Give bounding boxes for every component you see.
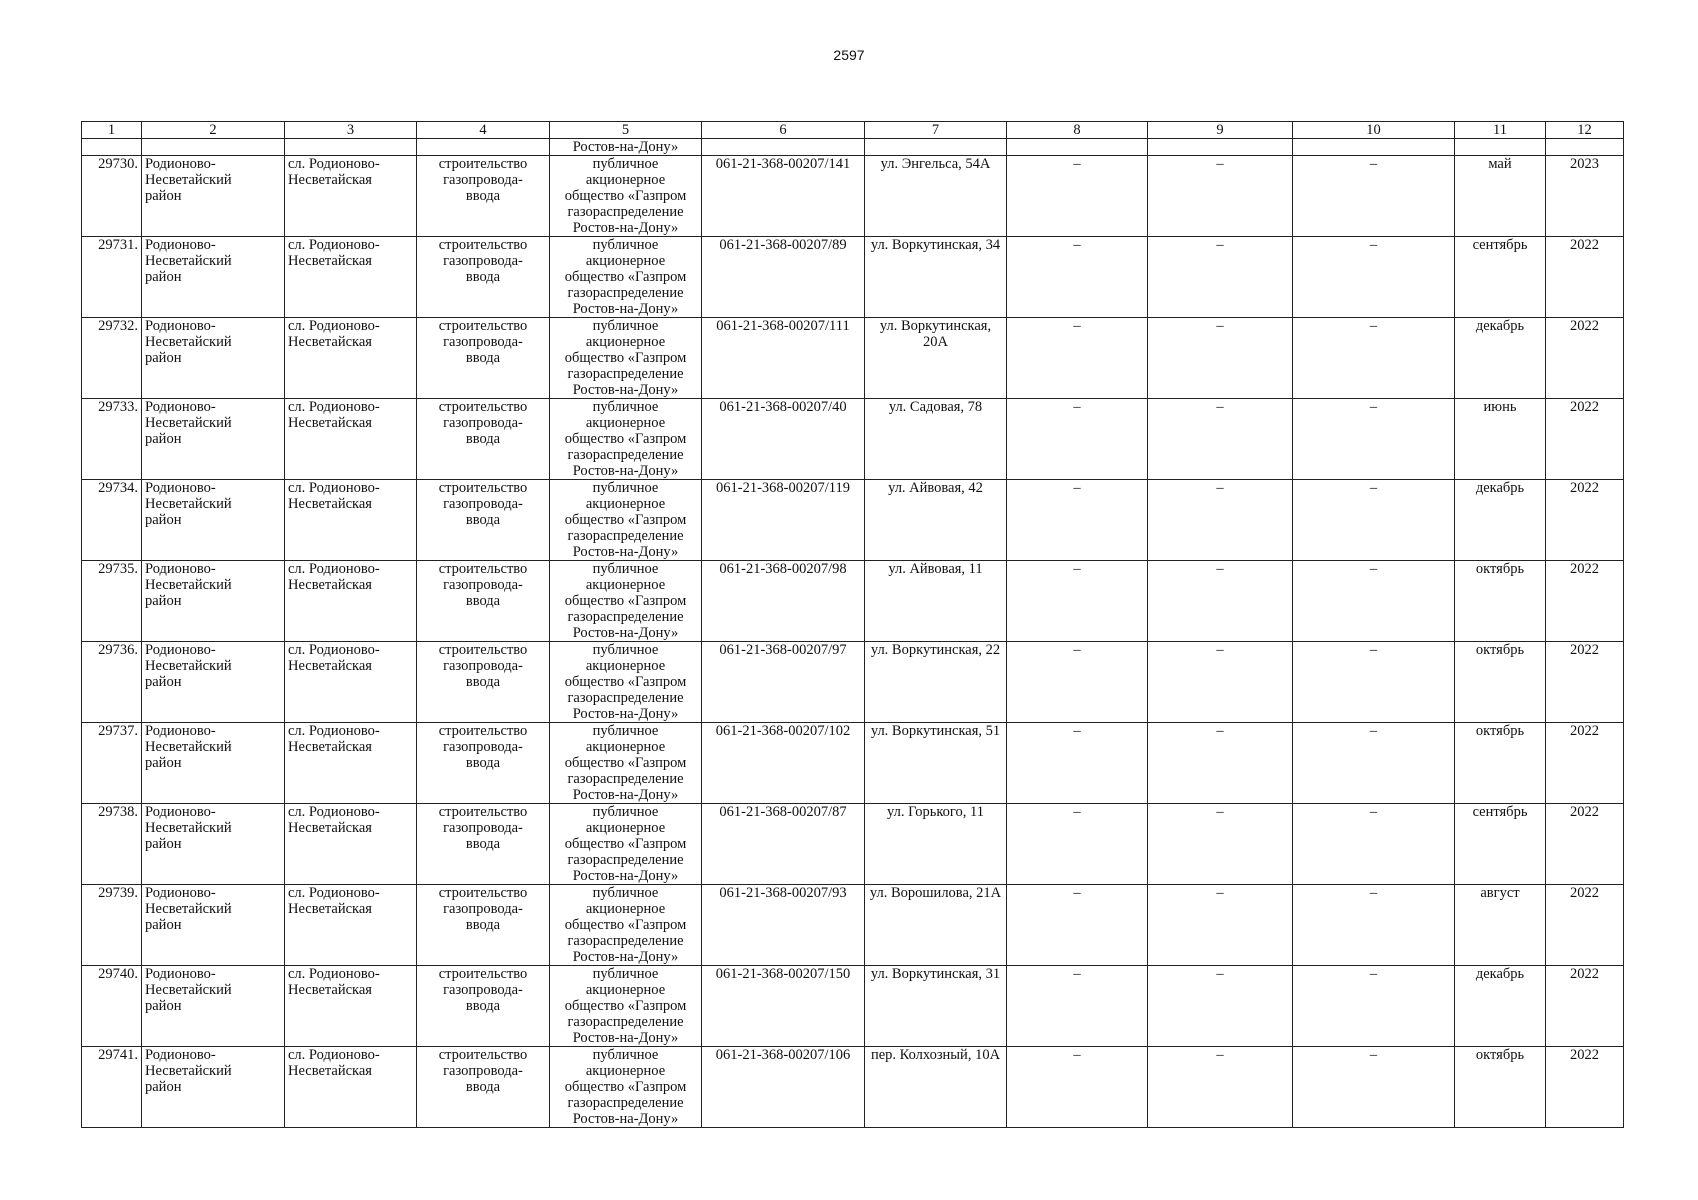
district-cell: Родионово- Несветайский район xyxy=(142,480,285,561)
table-row xyxy=(82,561,1624,642)
column-8-cell: – xyxy=(1007,642,1148,723)
column-8-cell: – xyxy=(1007,966,1148,1047)
work-type-cell: строительство газопровода- ввода xyxy=(417,561,550,642)
district-cell: Родионово- Несветайский район xyxy=(142,642,285,723)
year-cell: 2022 xyxy=(1546,480,1624,561)
column-9-cell: – xyxy=(1148,885,1293,966)
settlement-cell: сл. Родионово- Несветайская xyxy=(285,1047,417,1128)
column-10-cell: – xyxy=(1293,885,1455,966)
district-cell: Родионово- Несветайский район xyxy=(142,156,285,237)
address-cell: ул. Айвовая, 42 xyxy=(865,480,1007,561)
row-number: 29730. xyxy=(82,156,142,237)
month-cell: декабрь xyxy=(1455,966,1546,1047)
district-cell: Родионово- Несветайский район xyxy=(142,237,285,318)
settlement-cell: сл. Родионово- Несветайская xyxy=(285,723,417,804)
column-9-cell: – xyxy=(1148,966,1293,1047)
table-cell xyxy=(142,139,285,156)
row-number: 29738. xyxy=(82,804,142,885)
registry-code-cell: 061-21-368-00207/87 xyxy=(702,804,865,885)
table-cell xyxy=(1148,139,1293,156)
column-9-cell: – xyxy=(1148,399,1293,480)
organization-cell: публичное акционерное общество «Газпром газораспределение Ростов-на-Дону» xyxy=(550,723,702,804)
column-9-cell: – xyxy=(1148,318,1293,399)
month-cell: октябрь xyxy=(1455,561,1546,642)
row-number: 29732. xyxy=(82,318,142,399)
work-type-cell: строительство газопровода- ввода xyxy=(417,966,550,1047)
settlement-cell: сл. Родионово- Несветайская xyxy=(285,966,417,1047)
table-cell xyxy=(1293,139,1455,156)
registry-code-cell: 061-21-368-00207/98 xyxy=(702,561,865,642)
column-10-cell: – xyxy=(1293,237,1455,318)
column-9-cell: – xyxy=(1148,804,1293,885)
address-cell: ул. Айвовая, 11 xyxy=(865,561,1007,642)
table-row xyxy=(82,723,1624,804)
column-header: 8 xyxy=(1007,122,1148,139)
organization-cell: публичное акционерное общество «Газпром газораспределение Ростов-на-Дону» xyxy=(550,885,702,966)
continuation-row xyxy=(82,139,1624,156)
year-cell: 2022 xyxy=(1546,804,1624,885)
column-9-cell: – xyxy=(1148,1047,1293,1128)
column-8-cell: – xyxy=(1007,318,1148,399)
address-cell: ул. Ворошилова, 21А xyxy=(865,885,1007,966)
column-9-cell: – xyxy=(1148,723,1293,804)
registry-code-cell: 061-21-368-00207/106 xyxy=(702,1047,865,1128)
organization-cell: публичное акционерное общество «Газпром газораспределение Ростов-на-Дону» xyxy=(550,318,702,399)
table-cell xyxy=(1455,139,1546,156)
row-number: 29731. xyxy=(82,237,142,318)
organization-cell: публичное акционерное общество «Газпром газораспределение Ростов-на-Дону» xyxy=(550,237,702,318)
work-type-cell: строительство газопровода- ввода xyxy=(417,804,550,885)
organization-cell: публичное акционерное общество «Газпром газораспределение Ростов-на-Дону» xyxy=(550,561,702,642)
month-cell: октябрь xyxy=(1455,642,1546,723)
table-cell xyxy=(285,139,417,156)
settlement-cell: сл. Родионово- Несветайская xyxy=(285,885,417,966)
year-cell: 2022 xyxy=(1546,561,1624,642)
registry-code-cell: 061-21-368-00207/40 xyxy=(702,399,865,480)
table-row xyxy=(82,804,1624,885)
organization-cell: публичное акционерное общество «Газпром газораспределение Ростов-на-Дону» xyxy=(550,156,702,237)
column-header: 9 xyxy=(1148,122,1293,139)
page-number: 2597 xyxy=(833,47,865,63)
table-row xyxy=(82,885,1624,966)
work-type-cell: строительство газопровода- ввода xyxy=(417,399,550,480)
month-cell: октябрь xyxy=(1455,1047,1546,1128)
row-number: 29734. xyxy=(82,480,142,561)
month-cell: август xyxy=(1455,885,1546,966)
address-cell: пер. Колхозный, 10А xyxy=(865,1047,1007,1128)
column-8-cell: – xyxy=(1007,237,1148,318)
column-header: 5 xyxy=(550,122,702,139)
year-cell: 2022 xyxy=(1546,399,1624,480)
registry-code-cell: 061-21-368-00207/102 xyxy=(702,723,865,804)
table-cell xyxy=(865,139,1007,156)
address-cell: ул. Воркутинская, 20А xyxy=(865,318,1007,399)
document-table xyxy=(81,121,1624,1128)
month-cell: сентябрь xyxy=(1455,804,1546,885)
column-header: 4 xyxy=(417,122,550,139)
work-type-cell: строительство газопровода- ввода xyxy=(417,642,550,723)
year-cell: 2022 xyxy=(1546,885,1624,966)
organization-cell: публичное акционерное общество «Газпром газораспределение Ростов-на-Дону» xyxy=(550,966,702,1047)
year-cell: 2022 xyxy=(1546,318,1624,399)
registry-code-cell: 061-21-368-00207/89 xyxy=(702,237,865,318)
column-10-cell: – xyxy=(1293,561,1455,642)
registry-code-cell: 061-21-368-00207/111 xyxy=(702,318,865,399)
column-10-cell: – xyxy=(1293,318,1455,399)
column-10-cell: – xyxy=(1293,804,1455,885)
settlement-cell: сл. Родионово- Несветайская xyxy=(285,804,417,885)
district-cell: Родионово- Несветайский район xyxy=(142,399,285,480)
column-9-cell: – xyxy=(1148,156,1293,237)
work-type-cell: строительство газопровода- ввода xyxy=(417,480,550,561)
work-type-cell: строительство газопровода- ввода xyxy=(417,723,550,804)
registry-code-cell: 061-21-368-00207/97 xyxy=(702,642,865,723)
row-number: 29735. xyxy=(82,561,142,642)
district-cell: Родионово- Несветайский район xyxy=(142,561,285,642)
column-9-cell: – xyxy=(1148,480,1293,561)
row-number: 29736. xyxy=(82,642,142,723)
address-cell: ул. Воркутинская, 51 xyxy=(865,723,1007,804)
year-cell: 2022 xyxy=(1546,1047,1624,1128)
work-type-cell: строительство газопровода- ввода xyxy=(417,885,550,966)
column-9-cell: – xyxy=(1148,237,1293,318)
settlement-cell: сл. Родионово- Несветайская xyxy=(285,237,417,318)
column-8-cell: – xyxy=(1007,1047,1148,1128)
settlement-cell: сл. Родионово- Несветайская xyxy=(285,399,417,480)
column-8-cell: – xyxy=(1007,561,1148,642)
column-10-cell: – xyxy=(1293,156,1455,237)
column-header: 3 xyxy=(285,122,417,139)
organization-cell: публичное акционерное общество «Газпром газораспределение Ростов-на-Дону» xyxy=(550,399,702,480)
row-number: 29737. xyxy=(82,723,142,804)
district-cell: Родионово- Несветайский район xyxy=(142,723,285,804)
header-row xyxy=(82,122,1624,139)
district-cell: Родионово- Несветайский район xyxy=(142,1047,285,1128)
year-cell: 2023 xyxy=(1546,156,1624,237)
column-header: 12 xyxy=(1546,122,1624,139)
work-type-cell: строительство газопровода- ввода xyxy=(417,156,550,237)
year-cell: 2022 xyxy=(1546,642,1624,723)
column-10-cell: – xyxy=(1293,480,1455,561)
registry-code-cell: 061-21-368-00207/150 xyxy=(702,966,865,1047)
month-cell: сентябрь xyxy=(1455,237,1546,318)
table-row xyxy=(82,156,1624,237)
settlement-cell: сл. Родионово- Несветайская xyxy=(285,480,417,561)
table-cell xyxy=(1007,139,1148,156)
column-9-cell: – xyxy=(1148,561,1293,642)
table-cell xyxy=(82,139,142,156)
column-header: 6 xyxy=(702,122,865,139)
district-cell: Родионово- Несветайский район xyxy=(142,318,285,399)
registry-code-cell: 061-21-368-00207/119 xyxy=(702,480,865,561)
column-9-cell: – xyxy=(1148,642,1293,723)
address-cell: ул. Воркутинская, 31 xyxy=(865,966,1007,1047)
district-cell: Родионово- Несветайский район xyxy=(142,966,285,1047)
settlement-cell: сл. Родионово- Несветайская xyxy=(285,318,417,399)
table-row xyxy=(82,399,1624,480)
month-cell: июнь xyxy=(1455,399,1546,480)
table-cell: Ростов-на-Дону» xyxy=(550,139,702,156)
table-row xyxy=(82,966,1624,1047)
district-cell: Родионово- Несветайский район xyxy=(142,885,285,966)
district-cell: Родионово- Несветайский район xyxy=(142,804,285,885)
column-10-cell: – xyxy=(1293,399,1455,480)
settlement-cell: сл. Родионово- Несветайская xyxy=(285,561,417,642)
column-header: 11 xyxy=(1455,122,1546,139)
table-row xyxy=(82,480,1624,561)
column-10-cell: – xyxy=(1293,723,1455,804)
table-cell xyxy=(417,139,550,156)
table-row xyxy=(82,237,1624,318)
column-8-cell: – xyxy=(1007,885,1148,966)
work-type-cell: строительство газопровода- ввода xyxy=(417,318,550,399)
column-header: 1 xyxy=(82,122,142,139)
column-10-cell: – xyxy=(1293,966,1455,1047)
address-cell: ул. Энгельса, 54А xyxy=(865,156,1007,237)
month-cell: октябрь xyxy=(1455,723,1546,804)
month-cell: май xyxy=(1455,156,1546,237)
table-row xyxy=(82,642,1624,723)
year-cell: 2022 xyxy=(1546,723,1624,804)
column-8-cell: – xyxy=(1007,723,1148,804)
work-type-cell: строительство газопровода- ввода xyxy=(417,237,550,318)
year-cell: 2022 xyxy=(1546,237,1624,318)
column-header: 2 xyxy=(142,122,285,139)
column-10-cell: – xyxy=(1293,1047,1455,1128)
table-row xyxy=(82,1047,1624,1128)
column-8-cell: – xyxy=(1007,480,1148,561)
settlement-cell: сл. Родионово- Несветайская xyxy=(285,156,417,237)
organization-cell: публичное акционерное общество «Газпром газораспределение Ростов-на-Дону» xyxy=(550,480,702,561)
column-header: 10 xyxy=(1293,122,1455,139)
year-cell: 2022 xyxy=(1546,966,1624,1047)
column-8-cell: – xyxy=(1007,804,1148,885)
row-number: 29733. xyxy=(82,399,142,480)
column-8-cell: – xyxy=(1007,399,1148,480)
address-cell: ул. Садовая, 78 xyxy=(865,399,1007,480)
settlement-cell: сл. Родионово- Несветайская xyxy=(285,642,417,723)
month-cell: декабрь xyxy=(1455,480,1546,561)
table-cell xyxy=(1546,139,1624,156)
column-header: 7 xyxy=(865,122,1007,139)
row-number: 29741. xyxy=(82,1047,142,1128)
work-type-cell: строительство газопровода- ввода xyxy=(417,1047,550,1128)
column-8-cell: – xyxy=(1007,156,1148,237)
organization-cell: публичное акционерное общество «Газпром газораспределение Ростов-на-Дону» xyxy=(550,804,702,885)
address-cell: ул. Воркутинская, 22 xyxy=(865,642,1007,723)
month-cell: декабрь xyxy=(1455,318,1546,399)
organization-cell: публичное акционерное общество «Газпром газораспределение Ростов-на-Дону» xyxy=(550,642,702,723)
table-row xyxy=(82,318,1624,399)
row-number: 29740. xyxy=(82,966,142,1047)
registry-code-cell: 061-21-368-00207/93 xyxy=(702,885,865,966)
table-cell xyxy=(702,139,865,156)
organization-cell: публичное акционерное общество «Газпром газораспределение Ростов-на-Дону» xyxy=(550,1047,702,1128)
row-number: 29739. xyxy=(82,885,142,966)
column-10-cell: – xyxy=(1293,642,1455,723)
address-cell: ул. Воркутинская, 34 xyxy=(865,237,1007,318)
registry-code-cell: 061-21-368-00207/141 xyxy=(702,156,865,237)
address-cell: ул. Горького, 11 xyxy=(865,804,1007,885)
